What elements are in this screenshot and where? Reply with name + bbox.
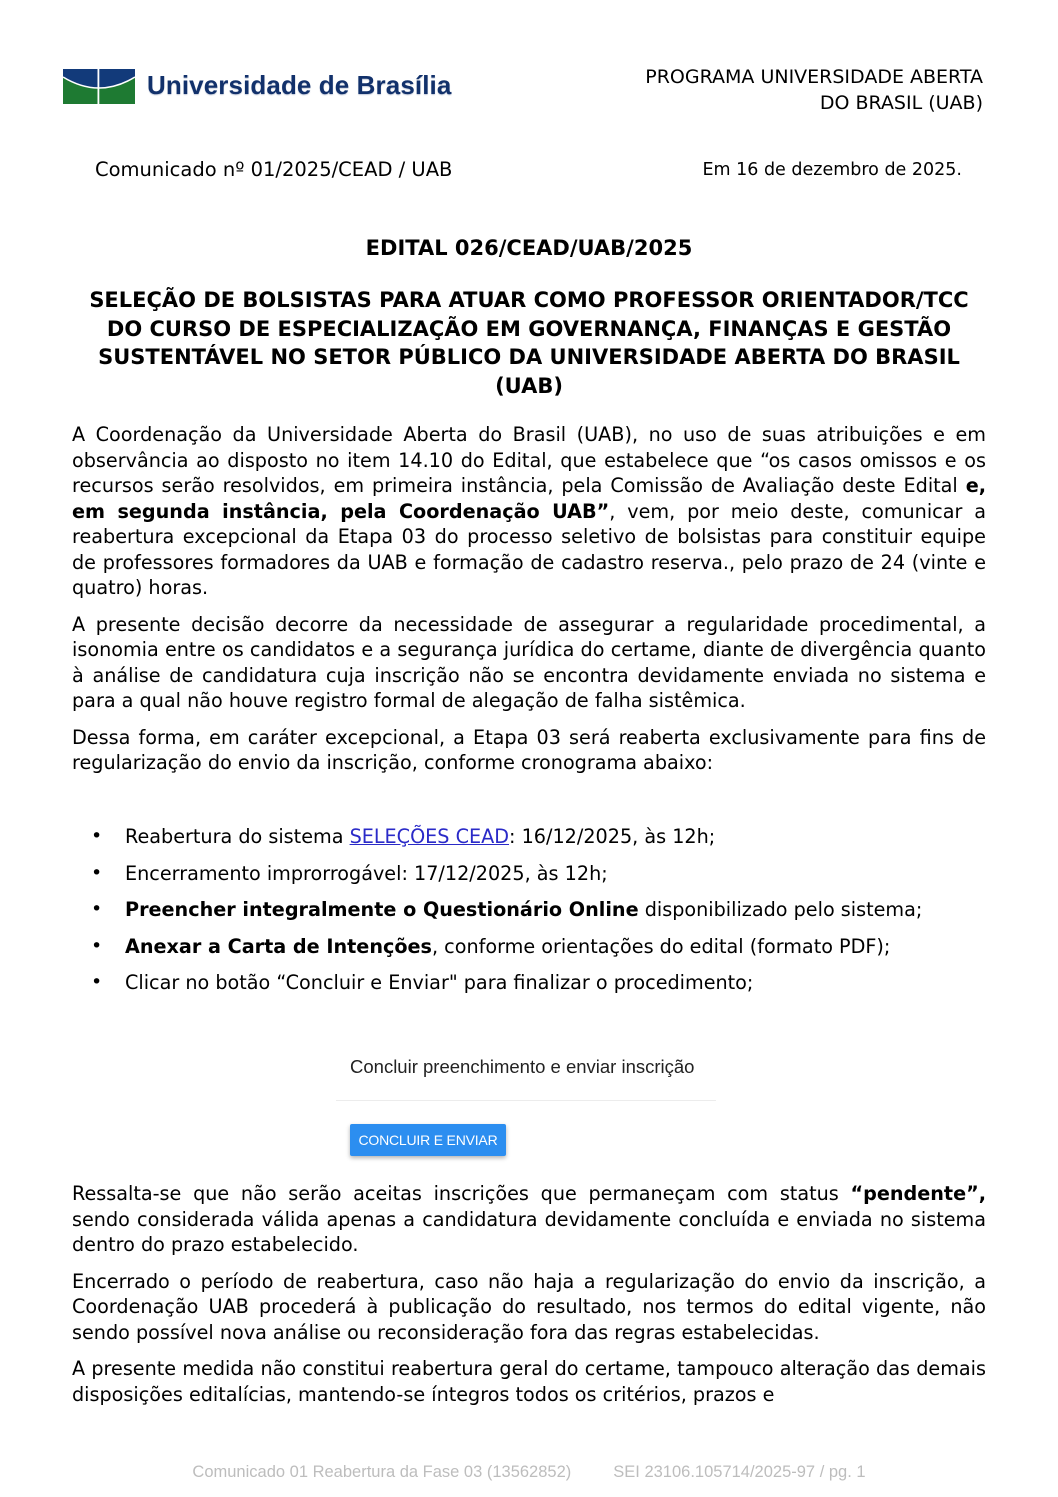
list-item <box>72 934 986 960</box>
list-item-text: Reabertura do sistema <box>125 825 350 848</box>
footer-sei-number: SEI 23106.105714/2025-97 / pg. 1 <box>613 1463 866 1481</box>
list-item <box>72 824 986 850</box>
paragraph-intro <box>72 422 986 601</box>
program-name <box>645 64 983 116</box>
paragraph-pending-status <box>72 1181 986 1258</box>
body-section-1 <box>72 422 986 787</box>
screenshot-divider <box>336 1100 716 1101</box>
paragraph-measure-scope: A presente medida não constitui reabertura geral do certame, tampouco alteração das demais disposições editalícias, mantendo-se íntegros todos os critérios, prazos e <box>72 1357 986 1406</box>
paragraph-closing-period: Encerrado o período de reabertura, caso não haja a regularização do envio da inscrição, a Coordenação UAB procederá à publicação do resultado, nos termos do edital vigente, não sendo possível nova análise ou reconsideração fora das regras estabelecidas. <box>72 1269 986 1344</box>
paragraph-schedule-intro: Dessa forma, em caráter excepcional, a Etapa 03 será reaberta exclusivamente para fins de regularização do envio da inscrição, conforme cronograma abaixo: <box>72 725 986 774</box>
list-item: • Encerramento improrrogável: 17/12/2025, às 12h; <box>72 861 986 887</box>
list-item <box>72 897 986 923</box>
list-item-bold-text: Anexar a Carta de Intenções <box>125 934 432 958</box>
list-item-text: disponibilizado pelo sistema; <box>638 898 923 921</box>
document-title: SELEÇÃO DE BOLSISTAS PARA ATUAR COMO PROFESSOR ORIENTADOR/TCC DO CURSO DE ESPECIALIZAÇÃO EM GOVERNANÇA, FINANÇAS E GESTÃO SUSTENTÁVEL NO SETOR PÚBLICO DA UNIVERSIDADE ABERTA DO BRASIL (UAB) <box>89 288 969 398</box>
submit-screenshot <box>336 1046 716 1166</box>
comunicado-number: Comunicado nº 01/2025/CEAD / UAB <box>95 158 453 181</box>
list-item: • Clicar no botão “Concluir e Enviar" para finalizar o procedimento; <box>72 970 986 996</box>
list-item-text: : 16/12/2025, às 12h; <box>509 825 716 848</box>
concluir-enviar-button[interactable]: CONCLUIR E ENVIAR <box>350 1124 506 1156</box>
paragraph-text: Ressalta-se que não serão aceitas inscrições que permaneçam com status <box>72 1182 851 1205</box>
unb-logo-icon <box>63 69 135 104</box>
university-name: Universidade de Brasília <box>147 70 452 100</box>
program-line-2: DO BRASIL (UAB) <box>819 92 983 114</box>
schedule-list <box>72 824 986 1007</box>
list-item-text: , conforme orientações do edital (formato PDF); <box>431 934 891 958</box>
program-line-1: PROGRAMA UNIVERSIDADE ABERTA <box>645 66 983 88</box>
screenshot-heading: Concluir preenchimento e enviar inscrição <box>350 1056 695 1077</box>
paragraph-text: A Coordenação da Universidade Aberta do Brasil (UAB), no uso de suas atribuições e em observância ao disposto no item 14.10 do Edital, que estabelece que “os casos omissos e os recursos serão resolvidos, em primeira instância, pela Comissão de Avaliação deste Edital <box>72 423 986 497</box>
paragraph-bold-text: “pendente”, <box>850 1182 986 1205</box>
footer-document-id: Comunicado 01 Reabertura da Fase 03 (13562852) <box>192 1463 572 1481</box>
paragraph-text: , vem, por meio deste, comunicar a reabertura excepcional da Etapa 03 do processo seletivo de bolsistas para constituir equipe de professores formadores da UAB e formação de cadastro reserva., pelo prazo de 24 (vinte e quatro) horas. <box>72 499 986 599</box>
list-item-bold-text: Preencher integralmente o Questionário Online <box>125 898 639 921</box>
page-footer <box>0 1463 1058 1482</box>
paragraph-text: sendo considerada válida apenas a candidatura devidamente concluída e enviada no sistema dentro do prazo estabelecido. <box>72 1207 986 1256</box>
document-date: Em 16 de dezembro de 2025. <box>702 160 962 180</box>
paragraph-justification: A presente decisão decorre da necessidade de assegurar a regularidade procedimental, a isonomia entre os candidatos e a segurança jurídica do certame, diante de divergência quanto à análise de candidatura cuja inscrição não se encontra devidamente enviada no sistema e para a qual não houve registro formal de alegação de falha sistêmica. <box>72 612 986 712</box>
selecoes-cead-link[interactable]: SELEÇÕES CEAD <box>349 825 510 848</box>
body-section-2 <box>72 1181 986 1418</box>
edital-heading: EDITAL 026/CEAD/UAB/2025 <box>365 236 693 260</box>
paragraph-bold-text: e, em segunda instância, pela Coordenação UAB” <box>72 474 986 523</box>
